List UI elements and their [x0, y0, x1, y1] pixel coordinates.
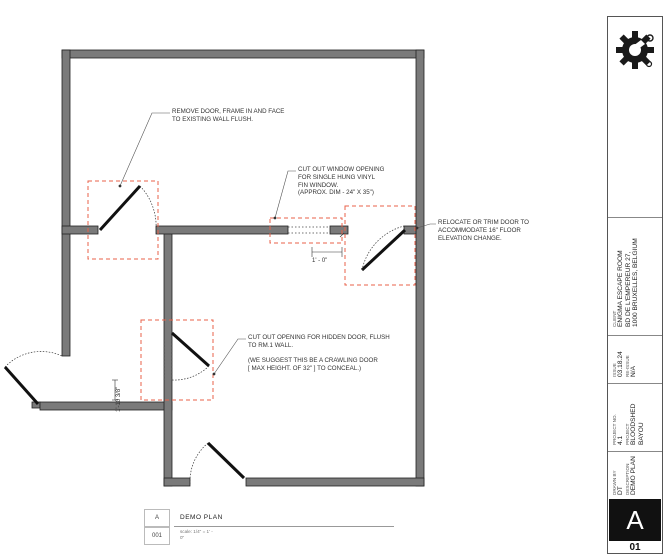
- note-relocate-door: RELOCATE OR TRIM DOOR TO ACCOMMODATE 16" FLOOR ELEVATION CHANGE.: [438, 219, 529, 242]
- swing-bottom: [190, 443, 208, 484]
- drawn-by-label: DRAWN BY: [612, 470, 617, 495]
- client-label: CLIENT: [612, 310, 617, 327]
- project-line-2: BAYOU: [637, 422, 645, 445]
- project-no-value: 4.1: [617, 435, 625, 445]
- dim-left-offset: 1'-10 3/8": [116, 386, 122, 412]
- drawn-by-value: DT: [617, 486, 625, 495]
- sheet-letter: A: [609, 499, 661, 541]
- swing-left: [140, 186, 156, 230]
- drawing-title-block: [144, 509, 396, 549]
- description-label: DESCRIPTION: [624, 463, 630, 495]
- wall-right: [416, 50, 424, 486]
- door-leaf-hidden: [172, 333, 209, 366]
- drawing-title-underline: [174, 526, 394, 527]
- leader-window: [275, 171, 296, 218]
- project-no-label: PROJECT NO.: [612, 414, 617, 445]
- wall-left-upper: [62, 50, 70, 356]
- drawing-scale: scale: 1/4" = 1' - 0": [180, 529, 213, 540]
- drawn-by-section: [612, 456, 638, 495]
- note-remove-door: REMOVE DOOR, FRAME IN AND FACE TO EXISTING WALL FLUSH.: [172, 108, 285, 123]
- leader-hidden: [214, 339, 246, 374]
- project-label: PROJECT: [624, 423, 630, 445]
- issue-section: [612, 351, 638, 377]
- leader-remove-door: [120, 113, 170, 186]
- door-leaf-entry: [5, 367, 38, 404]
- wall-bottom-right: [246, 478, 424, 486]
- door-leaf-right: [362, 230, 405, 270]
- drawing-number: 001: [151, 533, 162, 539]
- drawing-letter: A: [154, 515, 159, 521]
- demo-box-door-right: [345, 206, 415, 285]
- client-line-2: BD DE L'EMPEREUR 27,: [624, 251, 632, 327]
- client-line-3: 1000 BRUXELLES, BELGIUM: [632, 238, 640, 327]
- wall-mid-center: [156, 226, 288, 234]
- wall-top: [62, 50, 424, 58]
- drawing-number-box: [144, 527, 170, 545]
- dim-window-offset: 1' - 0": [312, 258, 328, 264]
- drawing-title: DEMO PLAN: [180, 514, 223, 521]
- description-value: DEMO PLAN: [630, 456, 638, 495]
- dimension-lines: [112, 233, 344, 400]
- wall-bottom-stub: [164, 478, 190, 486]
- client-line-1: ENIGMA ESCAPE ROOM: [617, 250, 625, 327]
- reissue-label: RE-ISSUE: [624, 355, 630, 377]
- door-leaf-left: [100, 186, 140, 230]
- wall-bottom-left: [40, 402, 172, 410]
- client-section: [612, 238, 640, 327]
- wall-inner-lower: [164, 230, 172, 486]
- issue-value: 03.18.24: [617, 351, 625, 377]
- wall-right-stub: [404, 226, 416, 234]
- swing-hidden: [172, 366, 209, 380]
- project-section: [612, 404, 645, 445]
- swing-entry: [5, 351, 62, 367]
- project-line-1: BLOODSHED: [630, 403, 638, 445]
- note-hidden-door: CUT OUT OPENING FOR HIDDEN DOOR, FLUSH TO RM.1 WALL. (WE SUGGEST THIS BE A CRAWLING DOOR [ MAX HEIGHT. OF 32" ] TO CONCEAL.): [248, 334, 390, 372]
- issue-label: ISSUE: [612, 363, 617, 377]
- logo-gear-icon: [610, 25, 660, 75]
- note-cut-window: CUT OUT WINDOW OPENING FOR SINGLE HUNG VINYL FIN WINDOW. (APPROX. DIM - 24" X 35"): [298, 166, 385, 197]
- demo-box-door-left: [88, 181, 158, 259]
- drawing-letter-box: [144, 509, 170, 527]
- title-block: [607, 16, 663, 554]
- sheet-number: 01: [629, 542, 641, 553]
- reissue-value: N/A: [630, 366, 638, 377]
- door-leaf-bottom: [208, 443, 244, 478]
- wall-mid-left: [62, 226, 98, 234]
